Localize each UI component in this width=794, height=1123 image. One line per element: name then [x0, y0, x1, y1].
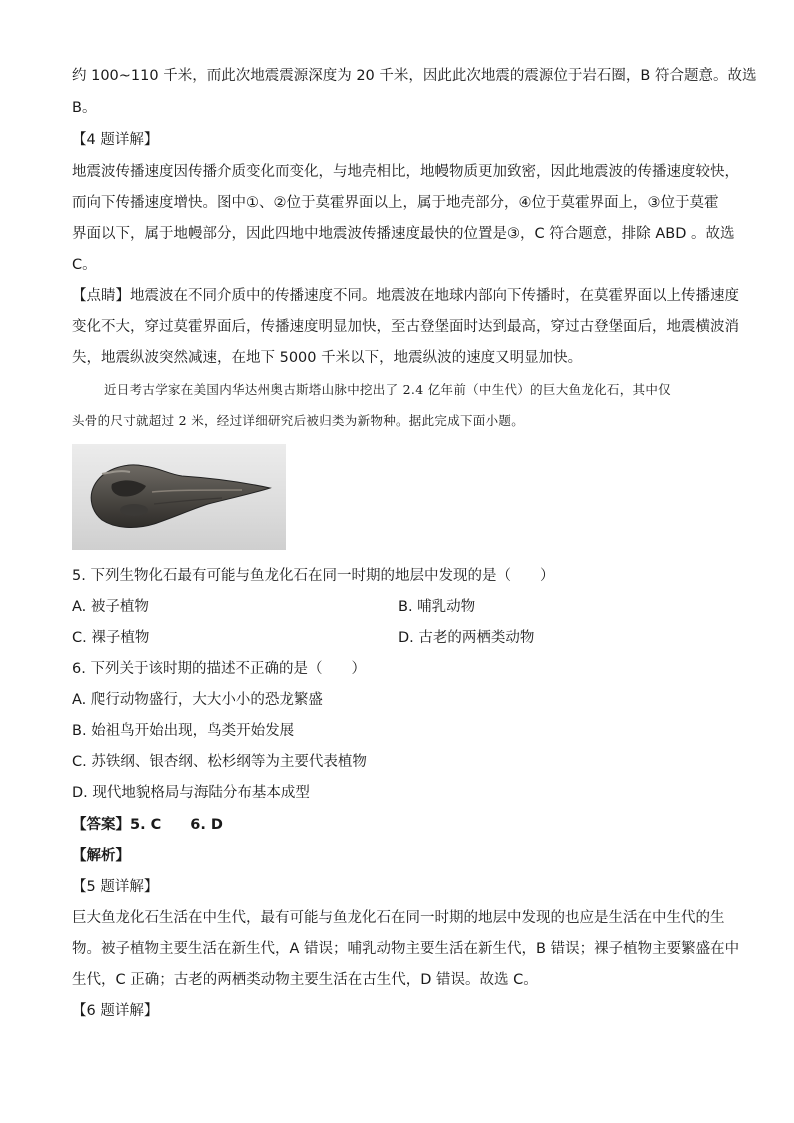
section-heading-q5: 【5 题详解】 [72, 879, 159, 895]
section-heading-q4: 【4 题详解】 [72, 132, 159, 148]
option-6d: D. 现代地貌格局与海陆分布基本成型 [72, 785, 310, 801]
fossil-skull-image [72, 444, 286, 550]
text-line: 地震波传播速度因传播介质变化而变化，与地壳相比，地幔物质更加致密，因此地震波的传播速度较快， [72, 164, 739, 180]
text-line: 界面以下，属于地幔部分，因此四地中地震波传播速度最快的位置是③，C 符合题意，排除 ABD 。故选 [72, 226, 735, 242]
text-line: 生代，C 正确；古老的两栖类动物主要生活在古生代，D 错误。故选 C。 [72, 972, 538, 988]
option-6a: A. 爬行动物盛行，大大小小的恐龙繁盛 [72, 692, 323, 708]
option-5b: B. 哺乳动物 [398, 599, 476, 615]
fossil-skull-icon [72, 444, 286, 550]
text-line: 巨大鱼龙化石生活在中生代，最有可能与鱼龙化石在同一时期的地层中发现的也应是生活在中生代的生 [72, 910, 725, 926]
option-5a: A. 被子植物 [72, 599, 149, 615]
analysis-heading: 【解析】 [72, 848, 130, 864]
reading-passage-line: 近日考古学家在美国内华达州奥古斯塔山脉中挖出了 2.4 亿年前（中生代）的巨大鱼龙化石，其中仅 [104, 382, 671, 397]
text-line: 物。被子植物主要生活在新生代，A 错误；哺乳动物主要生活在新生代，B 错误；裸子植物主要繁盛在中 [72, 941, 740, 957]
answer-line: 【答案】5. C 6. D [72, 817, 223, 833]
text-line: C。 [72, 257, 97, 273]
option-6b: B. 始祖鸟开始出现，鸟类开始发展 [72, 723, 295, 739]
question-6: 6. 下列关于该时期的描述不正确的是（ ） [72, 661, 366, 677]
text-line: 失，地震纵波突然减速，在地下 5000 千米以下，地震纵波的速度又明显加快。 [72, 350, 583, 366]
text-line: B。 [72, 100, 97, 116]
text-line: 而向下传播速度增快。图中①、②位于莫霍界面以上，属于地壳部分，④位于莫霍界面上，③位于莫霍 [72, 195, 719, 211]
question-5: 5. 下列生物化石最有可能与鱼龙化石在同一时期的地层中发现的是（ ） [72, 568, 555, 584]
option-5c: C. 裸子植物 [72, 630, 150, 646]
option-6c: C. 苏铁纲、银杏纲、松杉纲等为主要代表植物 [72, 754, 367, 770]
section-heading-q6: 【6 题详解】 [72, 1003, 159, 1019]
option-5d: D. 古老的两栖类动物 [398, 630, 535, 646]
reading-passage-line: 头骨的尺寸就超过 2 米，经过详细研究后被归类为新物种。据此完成下面小题。 [72, 413, 525, 428]
key-point-line: 【点睛】地震波在不同介质中的传播速度不同。地震波在地球内部向下传播时，在莫霍界面以上传播速度 [72, 288, 739, 304]
text-line: 变化不大，穿过莫霍界面后，传播速度明显加快，至古登堡面时达到最高，穿过古登堡面后，地震横波消 [72, 319, 739, 335]
text-line: 约 100~110 千米，而此次地震震源深度为 20 千米，因此此次地震的震源位于岩石圈，B 符合题意。故选 [72, 68, 757, 84]
